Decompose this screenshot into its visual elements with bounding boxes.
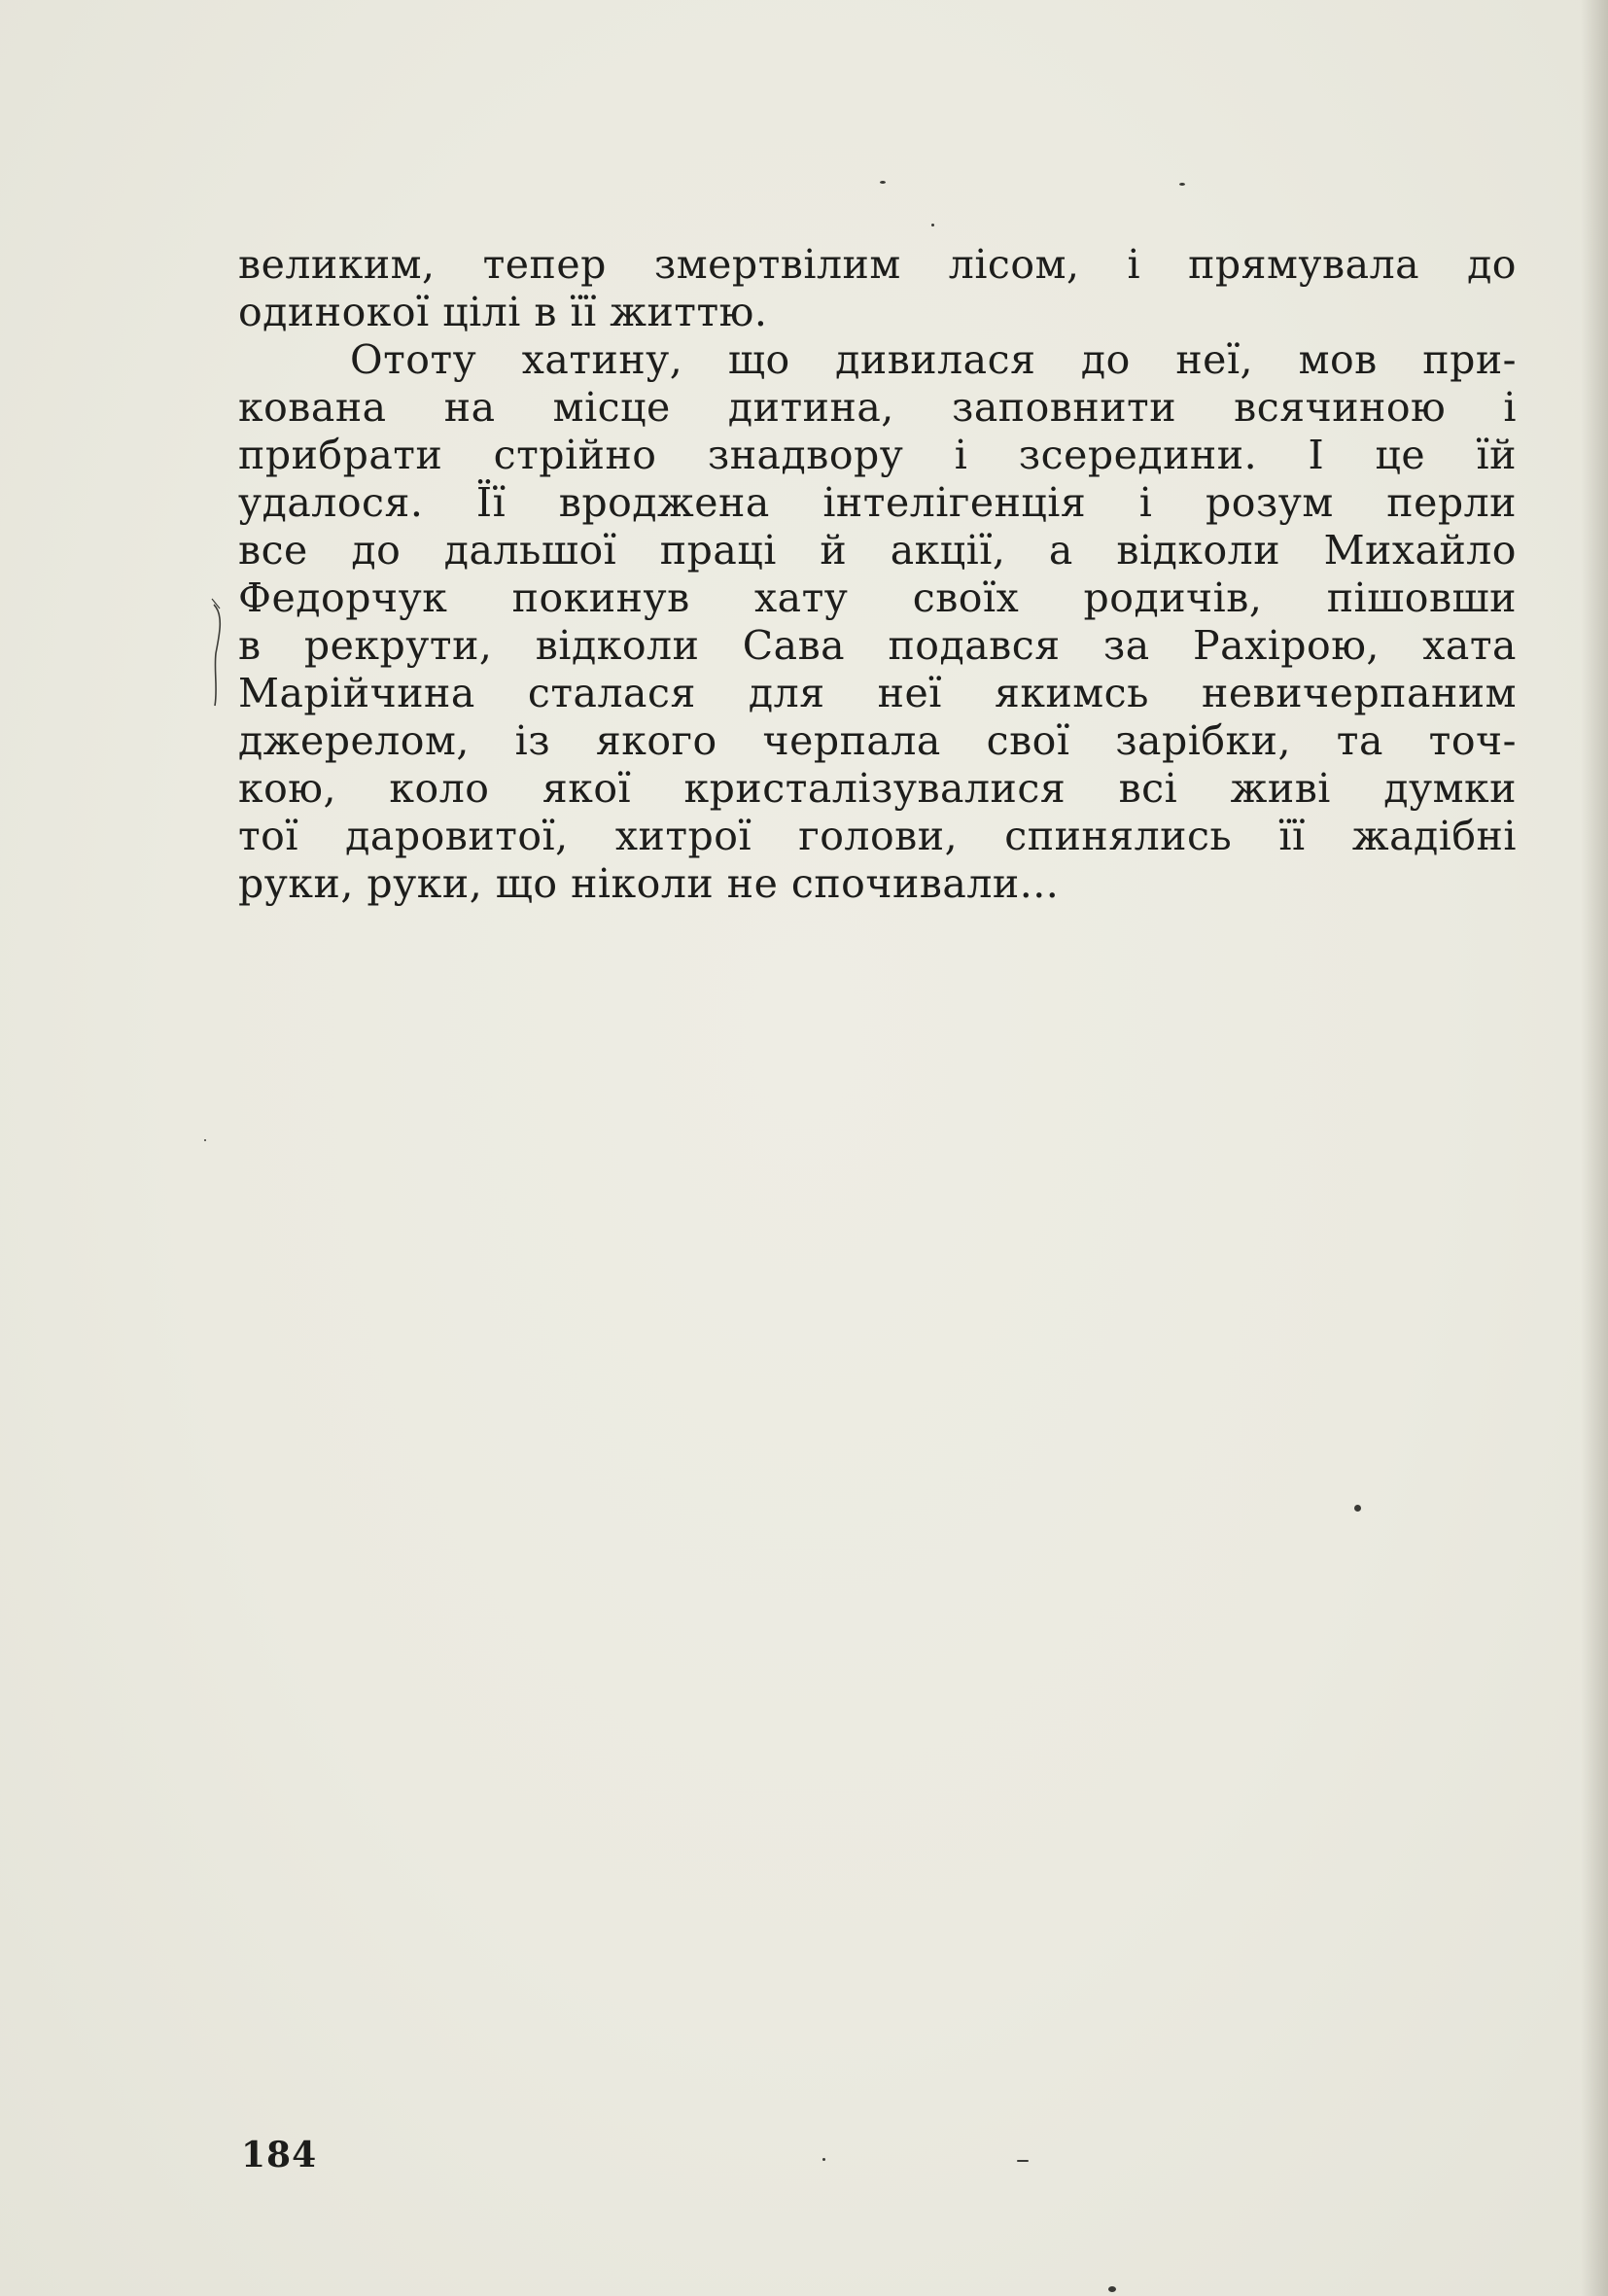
page-number: 184	[241, 2135, 318, 2175]
speck	[1017, 2160, 1029, 2162]
speck	[822, 2158, 825, 2161]
text-line: прибрати стрійно знадвору і зсередини. І це їй	[238, 432, 1517, 478]
text-line: Марійчина сталася для неї якимсь невичерпаним	[238, 670, 1517, 716]
speck	[1179, 183, 1185, 186]
text-line: кована на місце дитина, заповнити всячиною і	[238, 384, 1517, 431]
page-edge-shadow	[1581, 0, 1608, 2296]
text-block	[238, 241, 1517, 908]
text-line: руки, руки, що ніколи не спочивали...	[238, 860, 1060, 907]
text-line: тої даровитої, хитрої голови, спинялись її жадібні	[238, 813, 1517, 859]
pencil-margin-mark	[210, 595, 235, 712]
text-line: кою, коло якої кристалізувалися всі живі думки	[238, 765, 1517, 812]
speck	[1354, 1505, 1361, 1512]
text-line: Ототу хатину, що дивилася до неї, мов при-	[350, 336, 1517, 383]
speck	[1108, 2286, 1116, 2292]
text-line: все до дальшої праці й акції, а відколи Михайло	[238, 527, 1517, 574]
text-line: великим, тепер змертвілим лісом, і прямувала до	[238, 241, 1517, 288]
speck	[204, 1139, 206, 1141]
speck	[880, 181, 886, 184]
text-line: в рекрути, відколи Сава подався за Рахірою, хата	[238, 622, 1517, 669]
text-line: одинокої цілі в її життю.	[238, 289, 768, 335]
text-line: Федорчук покинув хату своїх родичів, пішовши	[238, 574, 1517, 621]
text-line: джерелом, із якого черпала свої зарібки, та точ-	[238, 717, 1517, 764]
speck	[931, 224, 934, 226]
text-line: удалося. Її вроджена інтелігенція і розум перли	[238, 479, 1517, 526]
